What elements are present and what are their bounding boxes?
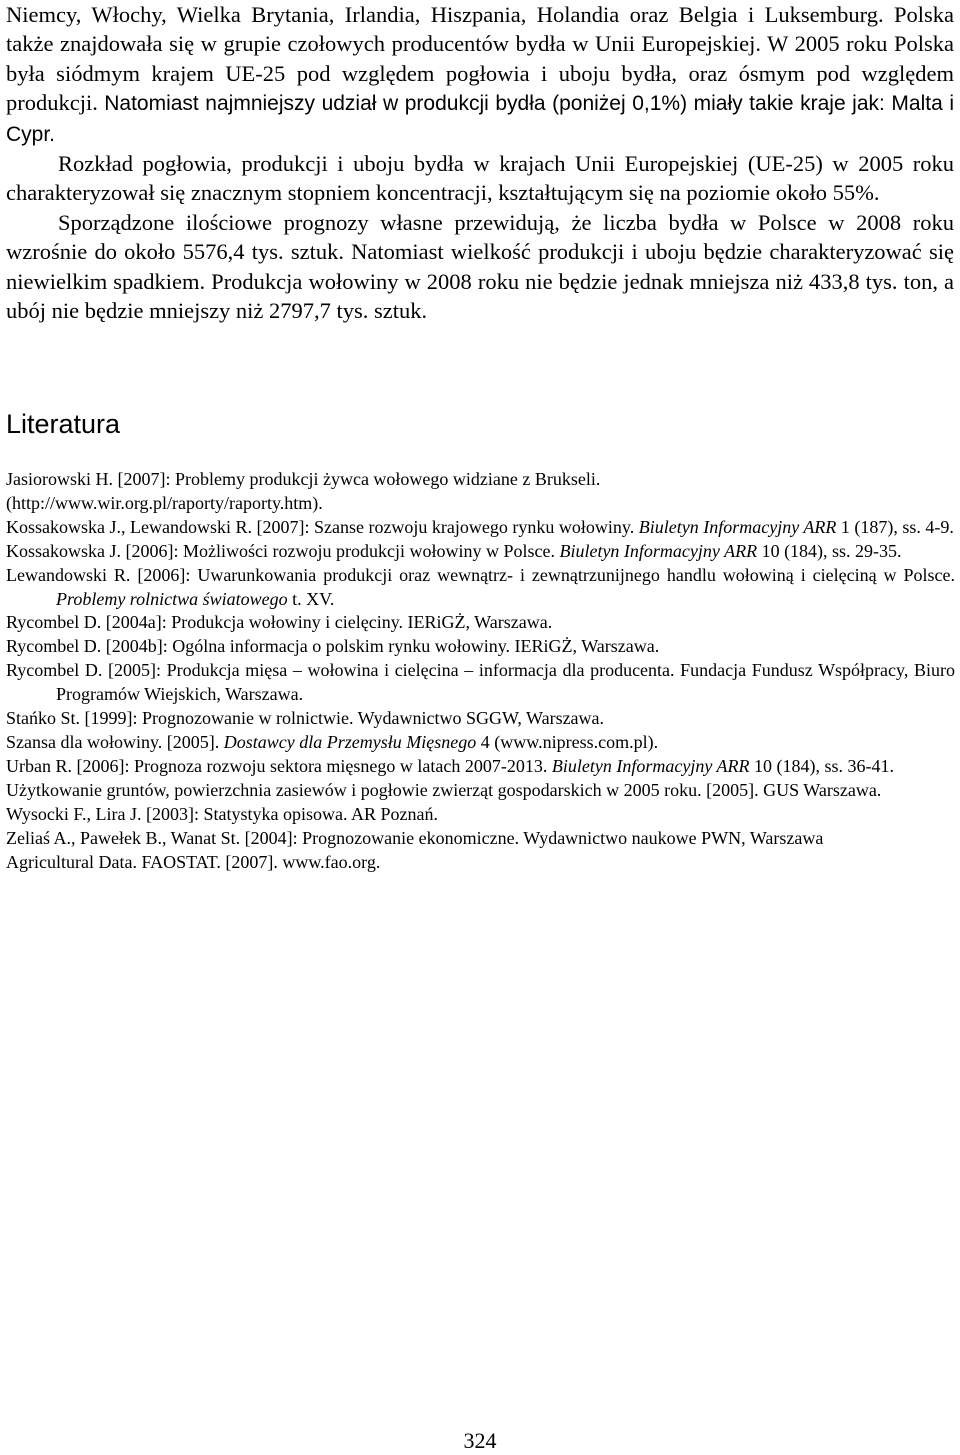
reference-details: 1 (187), ss. 4-9. — [836, 516, 954, 537]
reference-item: Zeliaś A., Pawełek B., Wanat St. [2004]: Prognozowanie ekonomiczne. Wydawnictwo naukowe PWN, Warszawa — [6, 827, 824, 848]
reference-text: Kossakowska J. [2006]: Możliwości rozwoju produkcji wołowiny w Polsce. — [6, 540, 560, 561]
reference-details: 4 (www.nipress.com.pl). — [476, 731, 659, 752]
reference-item: Użytkowanie gruntów, powierzchnia zasiewów i pogłowie zwierząt gospodarskich w 2005 roku. [2005]. GUS Warszawa. — [6, 779, 882, 800]
reference-journal: Biuletyn Informacyjny ARR — [638, 516, 837, 537]
reference-item: Stańko St. [1999]: Prognozowanie w rolnictwie. Wydawnictwo SGGW, Warszawa. — [6, 708, 605, 729]
reference-item — [6, 564, 955, 612]
paragraph-text-serif: Niemcy, Włochy, Wielka Brytania, Irlandia, Hiszpania, Holandia oraz Belgia i Luksemburg. Polska także znajdowała się w grupie czołowych producentów bydła w Unii Europejskiej. W 2005 roku Polska była siódmym krajem UE-25 pod względem pogłowia i uboju bydła, oraz ósmym pod względem produkcji. — [6, 2, 954, 116]
reference-text: Lewandowski R. [2006]: Uwarunkowania produkcji oraz wewnątrz- i zewnątrzunijnego handlu wołowiną i cielęciną w Polsce. — [6, 564, 955, 585]
reference-item: Rycombel D. [2004b]: Ogólna informacja o polskim rynku wołowiny. IERiGŻ, Warszawa. — [6, 636, 660, 657]
reference-details: t. XV. — [287, 588, 335, 609]
reference-journal: Dostawcy dla Przemysłu Mięsnego — [223, 731, 477, 752]
reference-journal: Biuletyn Informacyjny ARR — [551, 755, 750, 776]
reference-item: Rycombel D. [2005]: Produkcja mięsa – wołowina i cielęcina – informacja dla producenta. Fundacja Fundusz Współpracy, Biuro Programów Wiejskich, Warszawa. — [6, 660, 955, 705]
reference-item: Wysocki F., Lira J. [2003]: Statystyka opisowa. AR Poznań. — [6, 803, 438, 824]
reference-text: Szansa dla wołowiny. [2005]. — [6, 731, 224, 752]
paragraph-distribution: Rozkład pogłowia, produkcji i uboju bydła w krajach Unii Europejskiej (UE-25) w 2005 roku charakteryzował się znacznym stopniem koncentracji, kształtującym się na poziomie około 55%. — [6, 151, 954, 206]
reference-item — [6, 755, 955, 779]
reference-details: 10 (184), ss. 36-41. — [749, 755, 894, 776]
reference-url: (http://www.wir.org.pl/raporty/raporty.htm). — [6, 492, 323, 513]
reference-details: 10 (184), ss. 29-35. — [757, 540, 902, 561]
body-text — [6, 0, 954, 325]
paragraph-forecast: Sporządzone ilościowe prognozy własne przewidują, że liczba bydła w Polsce w 2008 roku wzrośnie do około 5576,4 tys. sztuk. Natomiast wielkość produkcji i uboju będzie charakteryzować się niewielkim spadkiem. Produkcja wołowiny w 2008 roku nie będzie jednak mniejsza niż 433,8 tys. ton, a ubój nie będzie mniejszy niż 2797,7 tys. sztuk. — [6, 209, 954, 324]
paragraph-text-sans: Natomiast najmniejszy udział w produkcji bydła (poniżej 0,1%) miały takie kraje jak: Malta i Cypr. — [6, 92, 955, 146]
reference-item — [6, 516, 955, 540]
reference-journal: Biuletyn Informacyjny ARR — [559, 540, 758, 561]
page-number: 324 — [463, 1428, 497, 1453]
literature-heading: Literatura — [6, 409, 121, 439]
reference-text: Jasiorowski H. [2007]: Problemy produkcji żywca wołowego widziane z Brukseli. — [6, 469, 601, 489]
reference-item — [6, 731, 955, 755]
reference-item — [6, 468, 955, 516]
reference-item: Agricultural Data. FAOSTAT. [2007]. www.fao.org. — [6, 851, 381, 872]
paragraph-continuation — [6, 0, 954, 149]
reference-list — [6, 468, 955, 874]
reference-item: Rycombel D. [2004a]: Produkcja wołowiny i cielęciny. IERiGŻ, Warszawa. — [6, 612, 553, 633]
reference-text: Kossakowska J., Lewandowski R. [2007]: Szanse rozwoju krajowego rynku wołowiny. — [6, 516, 639, 537]
reference-text: Urban R. [2006]: Prognoza rozwoju sektora mięsnego w latach 2007-2013. — [6, 755, 552, 776]
reference-journal: Problemy rolnictwa światowego — [56, 588, 288, 609]
reference-item — [6, 540, 955, 564]
